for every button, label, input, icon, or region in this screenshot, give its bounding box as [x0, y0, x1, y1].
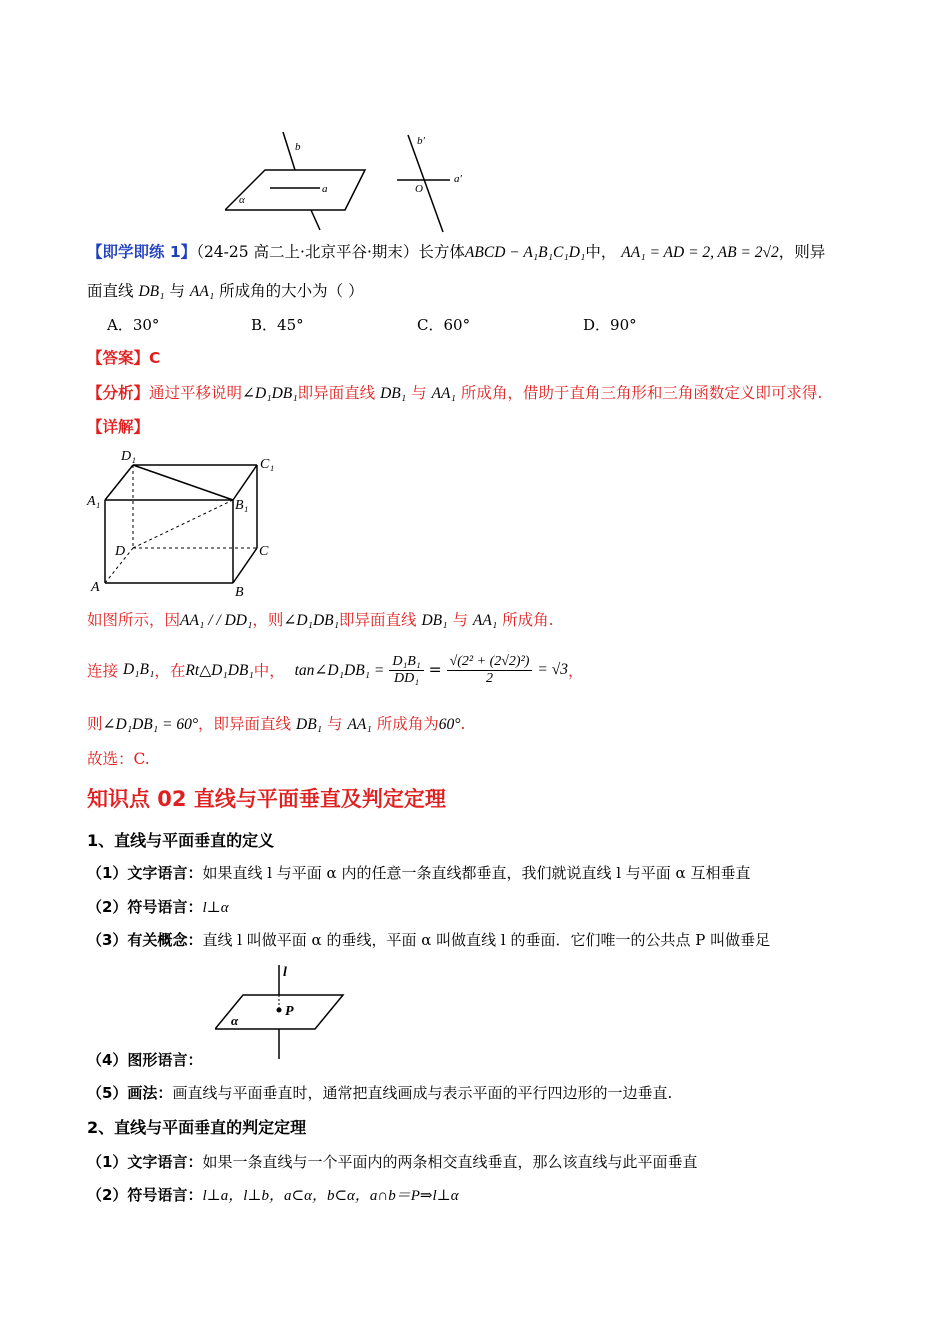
vertex-D1: D₁ [121, 449, 136, 464]
subsection-2-title: 2、直线与平面垂直的判定定理 [87, 1118, 307, 1137]
tan-expression: tan∠D₁DB₁ = [294, 661, 385, 679]
step-text: ，即异面直线 [198, 715, 292, 733]
answer-line [87, 347, 160, 369]
exercise-stem-line1 [87, 241, 825, 264]
choice-text: 故选：C. [87, 750, 150, 768]
triangle-label: Rt△D₁DB₁ [185, 661, 254, 679]
vertex-A1: A₁ [87, 494, 101, 509]
item-label: （5）画法： [87, 1084, 173, 1102]
exercise-tag: 【即学即练 1】 [87, 243, 197, 261]
line-aa1: AA₁ [472, 612, 498, 629]
step-text: 所成角. [502, 611, 554, 629]
label-alpha: α [239, 194, 245, 206]
plane-alpha [225, 170, 365, 210]
step-text: 所成角为 [376, 715, 439, 733]
step-text: ，则 [252, 611, 284, 629]
fraction-denominator: 2 [486, 670, 493, 686]
item-text: 画直线与平面垂直时，通常把直线画成与表示平面的平行四边形的一边垂直. [172, 1084, 673, 1102]
analysis-text: 与 [411, 384, 427, 402]
item-label: （1）文字语言： [87, 1153, 203, 1171]
option-label: B． [251, 316, 278, 334]
exercise-stem-mid: 中， [585, 243, 617, 261]
item-text: 如果一条直线与一个平面内的两条相交直线垂直，那么该直线与此平面垂直 [202, 1153, 698, 1171]
line-aa1: AA₁ [431, 385, 456, 402]
answer-tag: 【答案】 [87, 349, 150, 367]
fraction-numerator: √(2² + (2√2)²) [447, 654, 533, 671]
option-value: 45° [277, 316, 304, 334]
item-text: l⊥α [202, 900, 229, 916]
definition-item-5 [87, 1082, 672, 1103]
foot-point-P [277, 1008, 282, 1013]
analysis-text: 所成角，借助于直角三角形和三角函数定义即可求得. [460, 384, 823, 402]
given-conditions: AA₁ = AD = 2, AB = 2√2 [621, 244, 779, 261]
line-aa1: AA₁ [347, 716, 372, 733]
line-db1: DB₁ [380, 385, 407, 402]
item-label: （3）有关概念： [87, 931, 203, 949]
label-bprime: b′ [417, 135, 425, 147]
section-title: 知识点 02 直线与平面垂直及判定定理 [87, 787, 446, 811]
fraction-denominator: DD₁ [393, 670, 420, 686]
step-text: . [460, 715, 466, 733]
parallel-relation: AA₁ / / DD₁ [180, 612, 253, 629]
angle-d1db1: ∠D₁DB₁ [242, 385, 298, 402]
analysis-text: 通过平移说明 [149, 384, 243, 402]
step-text: 即异面直线 [339, 611, 417, 629]
option-value: 30° [132, 316, 160, 334]
edge [233, 548, 257, 583]
theorem-item-2 [87, 1184, 459, 1205]
definition-item-2 [87, 896, 229, 917]
definition-item-3 [87, 929, 770, 950]
option-label: C． [417, 316, 444, 334]
angle-value: 60° [438, 716, 461, 733]
exercise-stem-suffix: ，则异 [778, 243, 826, 261]
item-label: （2）符号语言： [87, 898, 203, 916]
option-value: 90° [610, 316, 637, 334]
detail-step2: 连接 D₁B₁ ，在 Rt△D₁DB₁ 中， tan∠D₁DB₁ = $\frac{\text{D₁B₁}}{\text{DD₁}}$ = $\frac{\text{√(2² + (2√2)²)}}{2}$ = √3 ， [87, 653, 584, 686]
exercise-source: （24-25 高二上·北京平谷·期末） [196, 243, 419, 261]
label-P: P [285, 1004, 294, 1019]
line-bprime [408, 135, 443, 232]
line-perpendicular-plane-figure [215, 963, 350, 1061]
detail-step1 [87, 609, 554, 632]
vertex-D: D [115, 544, 126, 559]
definition-item-4 [87, 1049, 202, 1070]
exercise-stem-line2 [87, 280, 364, 303]
item-label: （2）符号语言： [87, 1186, 203, 1204]
step-text: 则 [87, 715, 103, 733]
vertex-C: C [259, 544, 269, 559]
stem-text: 所成角的大小为（ ） [219, 282, 364, 300]
option-a[interactable] [107, 314, 159, 335]
analysis-text: 即异面直线 [297, 384, 376, 402]
step-text: ，在 [154, 662, 186, 680]
cuboid-figure [85, 445, 285, 600]
item-text: 直线 l 叫做平面 α 的垂线，平面 α 叫做直线 l 的垂面．它们唯一的公共点 P 叫做垂足 [202, 931, 771, 949]
item-text: l⊥a，l⊥b，a⊂α，b⊂α，a∩b＝P⇒l⊥α [202, 1188, 459, 1204]
stem-text: 与 [169, 282, 185, 300]
option-label: A． [107, 316, 133, 334]
line-aa1: AA₁ [189, 283, 215, 300]
step-text: 与 [452, 611, 468, 629]
exercise-stem-prefix: 长方体 [418, 243, 465, 261]
label-O: O [415, 183, 423, 195]
segment-d1b1-label: D₁B₁ [122, 661, 155, 678]
analysis-tag: 【分析】 [87, 384, 150, 402]
detail-tag: 【详解】 [87, 418, 150, 436]
option-value: 60° [443, 316, 471, 334]
item-text: 如果直线 l 与平面 α 内的任意一条直线都垂直，我们就说直线 l 与平面 α 互相垂直 [202, 864, 751, 882]
step-text: 如图所示，因 [87, 611, 181, 629]
analysis-line [87, 382, 822, 405]
item-label: （1）文字语言： [87, 864, 203, 882]
label-a: a [322, 183, 328, 195]
label-l: l [283, 965, 287, 980]
answer-value: C [149, 349, 161, 367]
step-text: 与 [327, 715, 343, 733]
vertex-C1: C₁ [260, 457, 275, 472]
detail-step3 [87, 713, 465, 736]
step-text: ， [567, 662, 584, 680]
option-c[interactable] [417, 314, 470, 335]
detail-line [87, 416, 149, 438]
fraction-sqrt [447, 654, 533, 687]
detail-choice [87, 748, 150, 770]
line-db1: DB₁ [296, 716, 323, 733]
definition-item-1 [87, 862, 750, 883]
vertex-B1: B₁ [235, 498, 249, 513]
skew-lines-figure [225, 130, 485, 235]
solid-name: ABCD − A₁B₁C₁D₁ [464, 244, 586, 261]
stem-text: 面直线 [87, 282, 134, 300]
step-text: 中， [253, 662, 285, 680]
line-db1: DB₁ [421, 612, 448, 629]
vertex-B: B [235, 585, 244, 600]
label-aprime: a′ [454, 173, 462, 185]
step-text: 连接 [87, 662, 119, 680]
hidden-edge [133, 500, 233, 548]
fraction-d1b1-dd1 [389, 654, 423, 687]
subsection-1-title: 1、直线与平面垂直的定义 [87, 831, 275, 850]
item-label: （4）图形语言： [87, 1051, 203, 1069]
option-label: D． [583, 316, 611, 334]
angle-d1db1: ∠D₁DB₁ [283, 612, 339, 629]
edge [105, 465, 133, 500]
line-b [283, 132, 295, 170]
segment-d1b1 [133, 465, 233, 500]
edge [233, 465, 257, 500]
label-alpha: α [231, 1013, 239, 1028]
option-d[interactable] [583, 314, 637, 335]
line-db1: DB₁ [138, 283, 165, 300]
fraction-numerator: D₁B₁ [389, 654, 423, 671]
vertex-A: A [91, 580, 100, 595]
line-b-lower [311, 210, 320, 230]
label-b: b [295, 141, 301, 153]
option-b[interactable] [251, 314, 304, 335]
tan-result: = √3 [537, 661, 568, 678]
angle-equation: ∠D₁DB₁ = 60° [102, 716, 199, 733]
theorem-item-1 [87, 1151, 697, 1172]
